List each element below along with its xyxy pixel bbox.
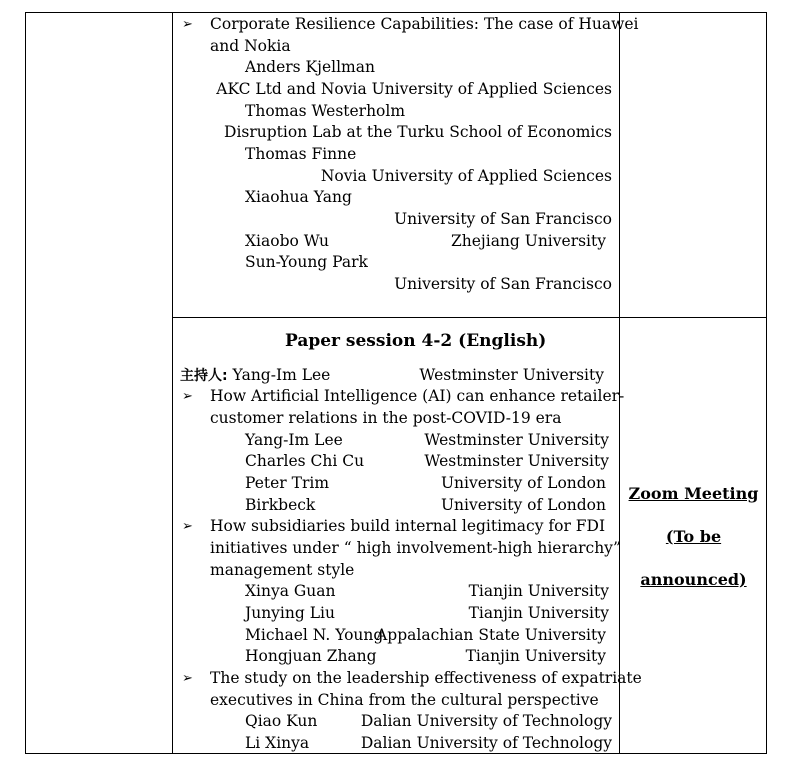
author-name: Xiaohua Yang — [245, 188, 352, 206]
author-name: Michael N. Young — [245, 626, 384, 644]
bullet-icon: ➢ — [182, 519, 193, 534]
location-line-2: (To be — [665, 527, 722, 546]
chair-name: Yang-Im Lee — [232, 366, 331, 384]
row-separator — [172, 317, 767, 318]
table-border-right — [766, 12, 767, 754]
paper-title-line: customer relations in the post-COVID-19 era — [210, 409, 562, 427]
chair-affiliation: Westminster University — [419, 366, 604, 384]
table-divider-1 — [172, 12, 173, 754]
author-affiliation: Dalian University of Technology — [360, 734, 612, 752]
author-affiliation: Disruption Lab at the Turku School of Economics — [224, 123, 612, 141]
paper-title-line: How subsidiaries build internal legitimacy for FDI — [210, 517, 606, 535]
author-name: Charles Chi Cu — [245, 452, 365, 470]
bullet-icon: ➢ — [182, 17, 193, 32]
table-border-left — [25, 12, 26, 754]
author-affiliation: Westminster University — [424, 431, 609, 449]
author-name: Junying Liu — [245, 604, 335, 622]
author-affiliation: Westminster University — [424, 452, 609, 470]
chair-line — [180, 365, 330, 388]
author-affiliation: Novia University of Applied Sciences — [320, 167, 612, 185]
table-divider-2 — [619, 12, 620, 754]
paper-title-line: Corporate Resilience Capabilities: The case of Huawei — [210, 15, 639, 33]
bullet-icon: ➢ — [182, 389, 193, 404]
author-affiliation: Tianjin University — [468, 604, 609, 622]
paper-title-line: executives in China from the cultural perspective — [210, 691, 599, 709]
paper-title-line: initiatives under “ high involvement-high hierarchy” — [210, 539, 621, 557]
author-affiliation: Tianjin University — [465, 647, 606, 665]
author-name: Anders Kjellman — [245, 58, 375, 76]
author-affiliation: Zhejiang University — [451, 232, 606, 250]
paper-title-line: and Nokia — [210, 37, 291, 55]
author-affiliation: University of San Francisco — [394, 275, 612, 293]
author-name: Thomas Finne — [245, 145, 357, 163]
chair-label: 主持人: — [180, 368, 228, 384]
bullet-icon: ➢ — [182, 671, 193, 686]
author-affiliation: University of London — [440, 474, 606, 492]
author-name: Li Xinya — [245, 734, 310, 752]
location-line-1: Zoom Meeting — [628, 484, 759, 503]
author-name: Yang-Im Lee — [245, 431, 343, 449]
author-name: Hongjuan Zhang — [245, 647, 377, 665]
author-affiliation: Tianjin University — [468, 582, 609, 600]
author-affiliation: University of San Francisco — [394, 210, 612, 228]
location-line-3: announced) — [640, 570, 747, 589]
paper-title-line: management style — [210, 561, 355, 579]
author-affiliation: University of London — [440, 496, 606, 514]
paper-title-line: The study on the leadership effectiveness of expatriate — [210, 669, 642, 687]
author-name: Thomas Westerholm — [245, 102, 406, 120]
author-name: Sun-Young Park — [245, 253, 368, 271]
author-name: Birkbeck — [245, 496, 316, 514]
author-name: Peter Trim — [245, 474, 330, 492]
author-name: Xinya Guan — [245, 582, 336, 600]
author-affiliation: AKC Ltd and Novia University of Applied Sciences — [216, 80, 612, 98]
paper-title-line: How Artificial Intelligence (AI) can enhance retailer- — [210, 387, 625, 405]
author-name: Xiaobo Wu — [245, 232, 330, 250]
author-affiliation: Appalachian State University — [376, 626, 606, 644]
table-border-top — [25, 12, 767, 13]
session-title: Paper session 4-2 (English) — [285, 331, 547, 351]
author-affiliation: Dalian University of Technology — [360, 712, 612, 730]
author-name: Qiao Kun — [245, 712, 318, 730]
